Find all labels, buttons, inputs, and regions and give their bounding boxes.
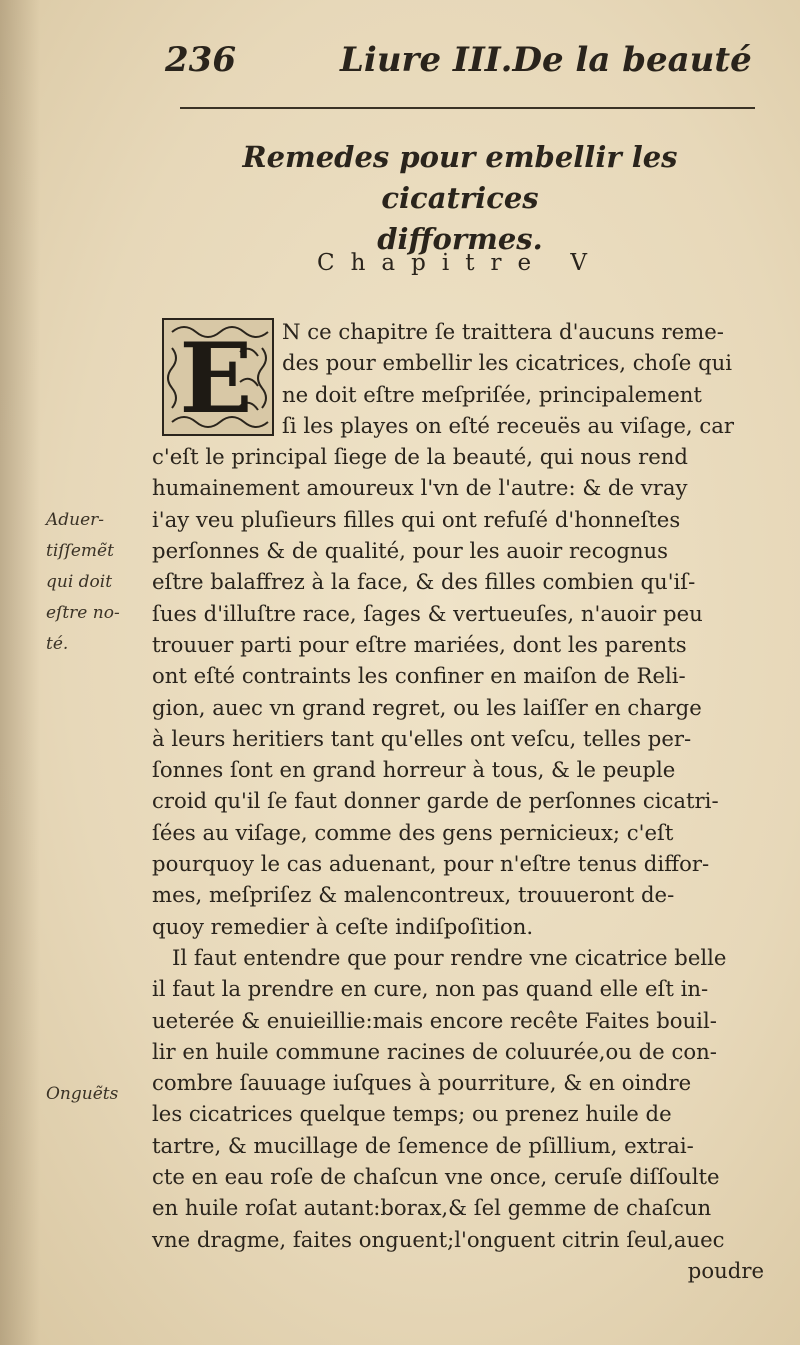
text-line: mes, meſpriſez & malencontreux, trouueront de- [152, 882, 675, 908]
text-line: des pour embellir les cicatrices, choſe qui [282, 350, 733, 376]
header-rule [180, 107, 755, 109]
drop-cap-letter: E [179, 322, 253, 435]
text-line: croid qu'il ſe faut donner garde de perſonnes cicatri- [152, 788, 719, 814]
text-line: ſées au viſage, comme des gens pernicieux; c'eſt [152, 819, 674, 845]
text-line: trouuer parti pour eſtre mariées, dont les parents [152, 631, 687, 657]
text-line: c'eſt le principal ſiege de la beauté, qui nous rend [152, 444, 688, 470]
text-line: vne dragme, faites onguent;l'onguent citrin ſeul,auec [152, 1226, 725, 1252]
chapter-number: Chapitre V [317, 250, 603, 276]
text-line: quoy remedier à ceſte indiſpoſition. [152, 913, 534, 939]
text-line: combre ſauuage iuſques à pourriture, & en oindre [152, 1070, 692, 1096]
text-line: il faut la prendre en cure, non pas quand elle eſt in- [152, 976, 709, 1002]
text-line: N ce chapitre ſe traittera d'aucuns reme- [282, 319, 724, 344]
margin-note-line: Aduer- [46, 510, 105, 530]
margin-note-onguents [46, 1079, 151, 1110]
text-line: ſi les playes on eſté receuës au viſage, car [282, 412, 734, 438]
text-line: à leurs heritiers tant qu'elles ont veſcu, telles per- [152, 725, 692, 751]
text-line: Il faut entendre que pour rendre vne cicatrice belle [172, 944, 727, 970]
margin-note-line: Onguẽts [46, 1084, 119, 1104]
page-number: 236 [165, 40, 236, 80]
text-line: ueterée & enuieillie:mais encore recête Faites bouil- [152, 1007, 717, 1033]
text-line: les cicatrices quelque temps; ou prenez huile de [152, 1101, 672, 1127]
text-line: pourquoy le cas aduenant, pour n'eſtre tenus diffor- [152, 851, 710, 877]
text-line: ſues d'illuſtre race, ſages & vertueuſes, n'auoir peu [152, 600, 703, 626]
text-line: eſtre balaffrez à la face, & des filles combien qu'iſ- [152, 569, 696, 595]
text-line: ont eſté contraints les confiner en maiſon de Reli- [152, 663, 686, 689]
text-line: lir en huile commune racines de coluurée,ou de con- [152, 1038, 717, 1064]
heading-line-2: difformes. [377, 222, 543, 256]
running-title: Liure III.De la beauté [340, 40, 752, 80]
text-line: en huile roſat autant:borax,& ſel gemme de chaſcun [152, 1195, 712, 1221]
text-line: perſonnes & de qualité, pour les auoir recognus [152, 538, 669, 564]
margin-note-advertissement [46, 505, 151, 660]
text-line: gion, auec vn grand regret, ou les laiſſer en charge [152, 694, 702, 720]
catchword: poudre [687, 1257, 764, 1283]
text-line: humainement amoureux l'vn de l'autre: & de vray [152, 475, 688, 501]
margin-note-line: qui doit [46, 572, 113, 592]
margin-note-line: tiſſemẽt [46, 541, 114, 561]
body-text [152, 316, 764, 1286]
text-line: tartre, & mucillage de ſemence de pſillium, extrai- [152, 1132, 694, 1158]
page-header [165, 40, 755, 100]
margin-note-line: té. [46, 634, 69, 654]
text-line: cte en eau roſe de chaſcun vne once, ceruſe diſſoulte [152, 1164, 720, 1190]
text-line: ne doit eſtre meſpriſée, principalement [282, 381, 702, 407]
heading-line-1: Remedes pour embellir les cicatrices [242, 140, 678, 215]
chapter-heading [160, 137, 760, 260]
margin-note-line: eſtre no- [46, 603, 120, 623]
text-line: i'ay veu pluſieurs filles qui ont refuſé d'honneſtes [152, 506, 681, 532]
text-line: ſonnes ſont en grand horreur à tous, & le peuple [152, 757, 676, 783]
